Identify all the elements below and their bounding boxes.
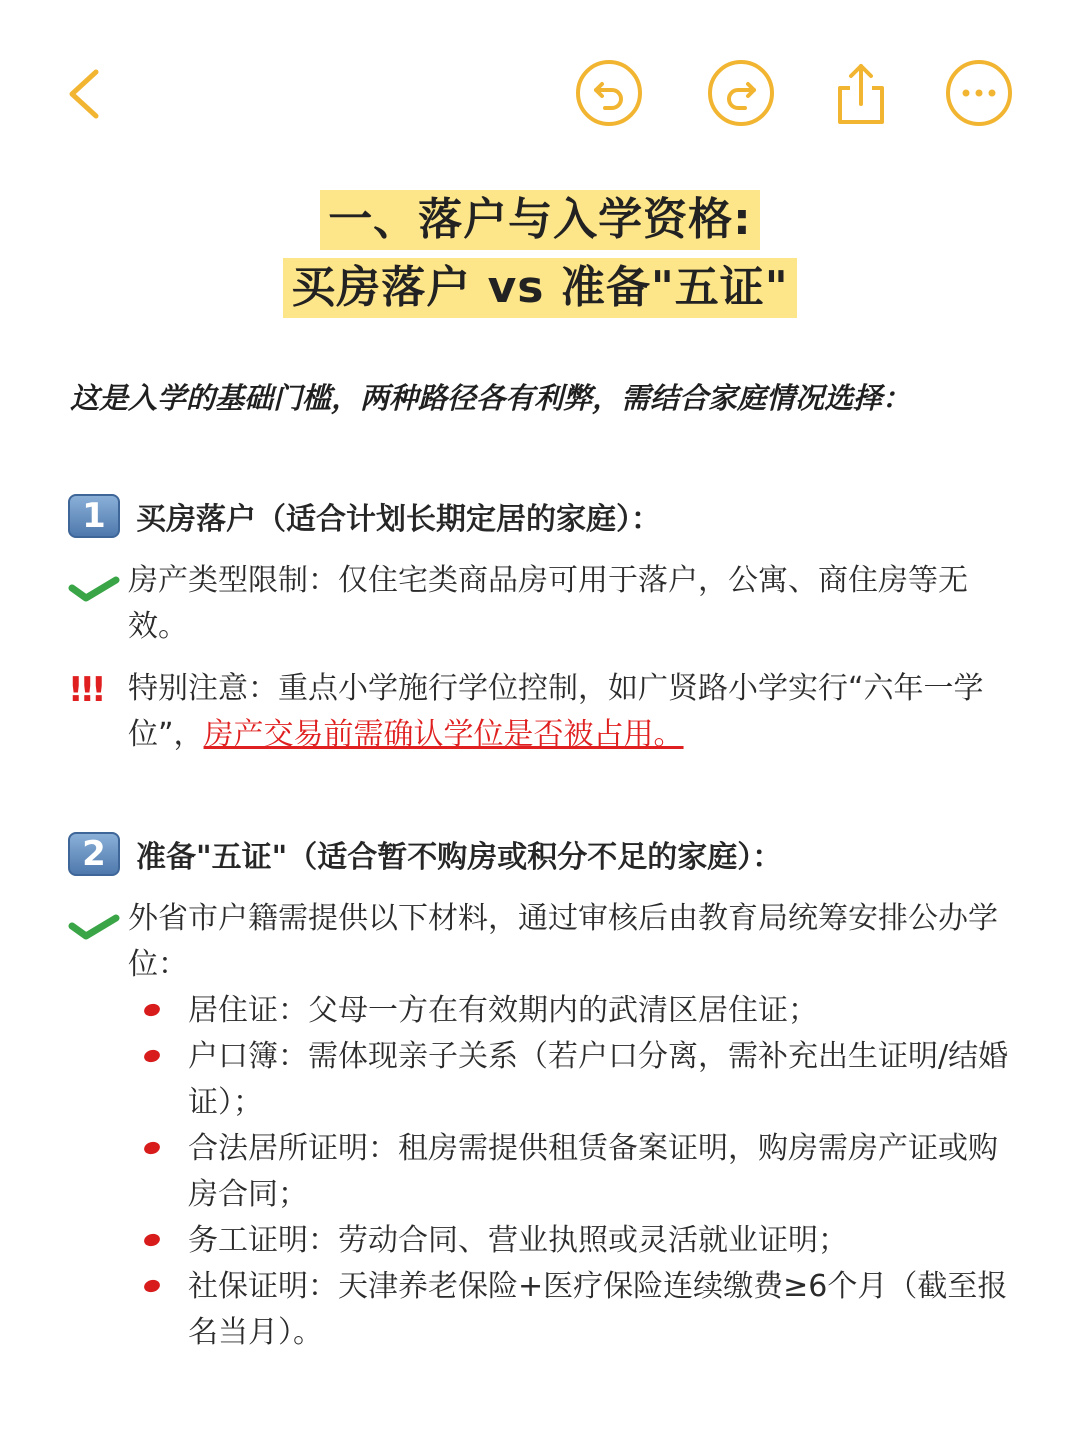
materials-list <box>140 988 1020 1356</box>
item-text: 房产类型限制：仅住宅类商品房可用于落户，公寓、商住房等无效。 <box>128 563 968 644</box>
bullet-dot-icon <box>143 1140 162 1156</box>
checkmark-icon <box>68 900 120 944</box>
back-button[interactable] <box>52 58 122 128</box>
bullet-dot-icon <box>143 1048 162 1064</box>
toolbar <box>0 50 1080 140</box>
more-icon <box>944 58 1014 128</box>
warning-icon: !!! <box>68 670 103 710</box>
list-item <box>68 558 1008 650</box>
highlight-link[interactable]: 房产交易前需确认学位是否被占用。 <box>203 717 684 752</box>
section-2-heading <box>68 832 782 876</box>
checkmark-icon <box>68 562 120 606</box>
bullet-dot-icon <box>143 1278 162 1294</box>
title-line-2: 买房落户 vs 准备"五证" <box>283 258 796 318</box>
bullet-dot-icon <box>143 1002 162 1018</box>
section-1-heading <box>68 494 661 538</box>
list-item <box>68 666 1008 758</box>
undo-icon <box>574 58 644 128</box>
bullet-item: 居住证：父母一方在有效期内的武清区居住证； <box>140 988 1020 1034</box>
bullet-item: 社保证明：天津养老保险+医疗保险连续缴费≥6个月（截至报名当月）。 <box>140 1264 1020 1356</box>
section-1-title: 买房落户（适合计划长期定居的家庭）： <box>136 502 661 537</box>
number-badge-1: 1 <box>68 494 120 538</box>
number-badge-2: 2 <box>68 832 120 876</box>
list-item <box>68 896 1008 988</box>
redo-button[interactable] <box>706 58 776 128</box>
item-text: 外省市户籍需提供以下材料，通过审核后由教育局统筹安排公办学位： <box>128 901 998 982</box>
more-button[interactable] <box>944 58 1014 128</box>
redo-icon <box>706 58 776 128</box>
bullet-item: 合法居所证明：租房需提供租赁备案证明，购房需房产证或购房合同； <box>140 1126 1020 1218</box>
item-text <box>128 666 1008 758</box>
share-icon <box>826 58 896 128</box>
bullet-item: 务工证明：劳动合同、营业执照或灵活就业证明； <box>140 1218 1020 1264</box>
undo-button[interactable] <box>574 58 644 128</box>
intro-text: 这是入学的基础门槛，两种路径各有利弊，需结合家庭情况选择： <box>70 381 912 415</box>
warning-text: 特别注意：重点小学施行学位控制，如广贤路小学实行“六年一学位”， <box>128 671 984 752</box>
bullet-dot-icon <box>143 1232 162 1248</box>
section-2-title: 准备"五证"（适合暂不购房或积分不足的家庭）： <box>136 840 783 875</box>
share-button[interactable] <box>826 58 896 128</box>
bullet-item: 户口簿：需体现亲子关系（若户口分离，需补充出生证明/结婚证）； <box>140 1034 1020 1126</box>
back-icon <box>52 58 122 128</box>
page-title <box>0 190 1080 318</box>
title-line-1: 一、落户与入学资格: <box>320 190 760 250</box>
